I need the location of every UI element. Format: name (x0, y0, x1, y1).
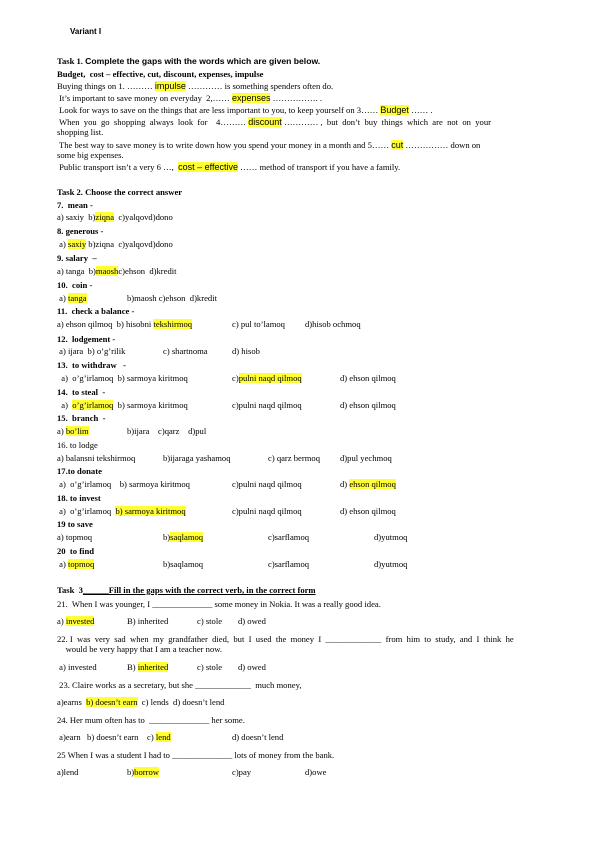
option-12-c: c) shartnoma (163, 346, 208, 356)
answer-highlight: tanga (67, 293, 87, 303)
answer-highlight: tekshirmoq (153, 319, 193, 329)
answer-highlight: expenses (231, 93, 271, 103)
options-13: a) o’g’irlamoq b) sarmoya kiritmoq (57, 373, 188, 383)
option-11-c: c) pul to’lamoq (232, 319, 285, 329)
answer-highlight: ehson qilmoq (349, 479, 396, 489)
option-21-b: B) inherited (127, 616, 169, 626)
options-15-rest: b)ijara c)qarz d)pul (127, 426, 207, 436)
option-25-a: a)lend (57, 767, 79, 777)
option-14-c: c)pulni naqd qilmoq (232, 400, 302, 410)
option-16-c: c) qarz bermoq (268, 453, 321, 463)
question-23: 23. Claire works as a secretary, but she _____________ much money, (57, 680, 302, 690)
answer-highlight: topmoq (67, 559, 95, 569)
option-20-d: d)yutmoq (374, 559, 408, 569)
question-10: 10. coin - (57, 280, 93, 290)
answer-highlight: borrow (134, 767, 159, 777)
task1-sentence-1: Buying things on 1. ……… impulse ………… is something spenders often do. (57, 81, 334, 91)
option-19-b: b)saqlamoq (163, 532, 204, 542)
question-14: 14. to steal - (57, 387, 106, 397)
task1-heading (57, 56, 320, 66)
option-18-d: d) ehson qilmoq (340, 506, 396, 516)
task1-sentence-5: The best way to save money is to write down how you spend your money in a month and 5…… cut …………… down on (57, 140, 481, 150)
task3-title: Task 3______Fill in the gaps with the correct verb, in the correct form (57, 585, 316, 595)
question-22: 22. I was very sad when my grandfather died, but I used the money I _____________ from him to study, and I think he (57, 634, 514, 644)
option-22-a: a) invested (57, 662, 97, 672)
task1-sentence-3: Look for ways to save on the things that are less important to you, to keep yourself on 3…… Budget …… . (57, 105, 433, 115)
question-24: 24. Her mum often has to ______________ her some. (57, 715, 245, 725)
answer-highlight: ziqna (95, 212, 115, 222)
options-8: a) saxiy b)ziqna c)yalqovd)dono (57, 239, 173, 249)
option-22-b: B) inherited (127, 662, 169, 672)
option-19-a: a) topmoq (57, 532, 93, 542)
question-25: 25 When I was a student I had to ______________ lots of money from the bank. (57, 750, 335, 760)
option-14-d: d) ehson qilmoq (340, 400, 396, 410)
option-11-d: d)hisob ochmoq (305, 319, 361, 329)
answer-highlight: cost – effective (178, 162, 238, 172)
task1-sentence-5-cont: some big expenses. (57, 150, 124, 160)
question-22-cont: would be very happy that I am a teacher now. (57, 644, 223, 654)
option-12-d: d) hisob (232, 346, 260, 356)
task1-label: Task 1. (57, 56, 86, 66)
options-23: a)earns b) doesn’t earn c) lends d) doesn’t lend (57, 697, 225, 707)
answer-highlight: Budget (380, 105, 409, 115)
option-20-b: b)saqlamoq (163, 559, 204, 569)
task1-title: Complete the gaps with the words which are given below. (85, 56, 321, 66)
options-10: a) tanga (57, 293, 87, 303)
option-21-d: d) owed (238, 616, 266, 626)
task1-word-bank: Budget, cost – effective, cut, discount, expenses, impulse (57, 69, 264, 79)
options-18: a) o’g’irlamoq b) sarmoya kiritmoq (57, 506, 186, 516)
option-20-c: c)sarflamoq (268, 559, 310, 569)
question-18: 18. to invest (57, 493, 101, 503)
option-13-c: c)pulni naqd qilmoq (232, 373, 302, 383)
task1-sentence-4: When you go shopping always look for 4……… discount ………… , but don’t buy things which are not on your (57, 117, 491, 127)
answer-highlight: cut (391, 140, 404, 150)
option-22-c: c) stole (197, 662, 223, 672)
options-24: a)earn b) doesn’t earn c) lend (57, 732, 171, 742)
options-17: a) o’g’irlamoq b) sarmoya kiritmoq (57, 479, 190, 489)
question-20: 20 to find (57, 546, 95, 556)
option-19-c: c)sarflamoq (268, 532, 310, 542)
question-16: 16. to lodge (57, 440, 98, 450)
option-25-d: d)owe (305, 767, 327, 777)
answer-highlight: lend (155, 732, 171, 742)
option-16-b: b)ijaraga yashamoq (163, 453, 231, 463)
question-7: 7. mean - (57, 200, 93, 210)
answer-highlight: inherited (137, 662, 169, 672)
answer-highlight: discount (248, 117, 282, 127)
answer-highlight: bo’lim (65, 426, 89, 436)
question-13: 13. to withdraw - (57, 360, 126, 370)
option-21-c: c) stole (197, 616, 223, 626)
task1-sentence-4-cont: shopping list. (57, 127, 104, 137)
task2-title: Task 2. Choose the correct answer (57, 187, 183, 197)
question-19: 19 to save (57, 519, 93, 529)
options-9: a) tanga b)maoshc)ehson d)kredit (57, 266, 177, 276)
options-15: a) bo’lim (57, 426, 89, 436)
option-25-b: b)borrow (127, 767, 159, 777)
question-15: 15. branch - (57, 413, 106, 423)
question-12: 12. lodgement - (57, 334, 116, 344)
question-8: 8. generous - (57, 226, 104, 236)
option-22-d: d) owed (238, 662, 266, 672)
question-11: 11. check a balance - (57, 306, 135, 316)
option-17-d: d) ehson qilmoq (340, 479, 396, 489)
variant-title: Variant I (70, 27, 102, 36)
option-24-d: d) doesn’t lend (232, 732, 284, 742)
answer-highlight: saqlamoq (170, 532, 204, 542)
question-9: 9. salary – (57, 253, 97, 263)
options-14: a) o’g’irlamoq b) sarmoya kiritmoq (57, 400, 188, 410)
options-7: a) saxiy b)ziqna c)yalqovd)dono (57, 212, 173, 222)
option-13-d: d) ehson qilmoq (340, 373, 396, 383)
task1-sentence-2: It’s important to save money on everyday 2,…… expenses ……………. . (57, 93, 323, 103)
answer-highlight: impulse (154, 81, 186, 91)
answer-highlight: o’g’irlamoq (72, 400, 114, 410)
option-17-c: c)pulni naqd qilmoq (232, 479, 302, 489)
answer-highlight: b) sarmoya kiritmoq (115, 506, 186, 516)
options-12: a) ijara b) o’g’rilik (57, 346, 126, 356)
task1-sentence-6: Public transport isn’t a very 6 …, cost – effective …… method of transport if you have a family. (57, 162, 401, 172)
answer-highlight: invested (65, 616, 95, 626)
answer-highlight: b) doesn’t earn (86, 697, 138, 707)
question-21: 21. When I was younger, I ______________ some money in Nokia. It was a really good idea. (57, 599, 381, 609)
options-10-rest: b)maosh c)ehson d)kredit (127, 293, 217, 303)
answer-highlight: saxiy (67, 239, 87, 249)
option-21-a: a) invested (57, 616, 95, 626)
option-16-d: d)pul yechmoq (340, 453, 392, 463)
option-16-a: a) balansni tekshirmoq (57, 453, 136, 463)
option-18-c: c)pulni naqd qilmoq (232, 506, 302, 516)
option-19-d: d)yutmoq (374, 532, 408, 542)
option-25-c: c)pay (232, 767, 252, 777)
answer-highlight: maosh (95, 266, 119, 276)
answer-highlight: pulni naqd qilmoq (238, 373, 302, 383)
options-11: a) ehson qilmoq b) hisobni tekshirmoq (57, 319, 193, 329)
question-17: 17.to donate (57, 466, 102, 476)
option-20-a: a) topmoq (57, 559, 95, 569)
